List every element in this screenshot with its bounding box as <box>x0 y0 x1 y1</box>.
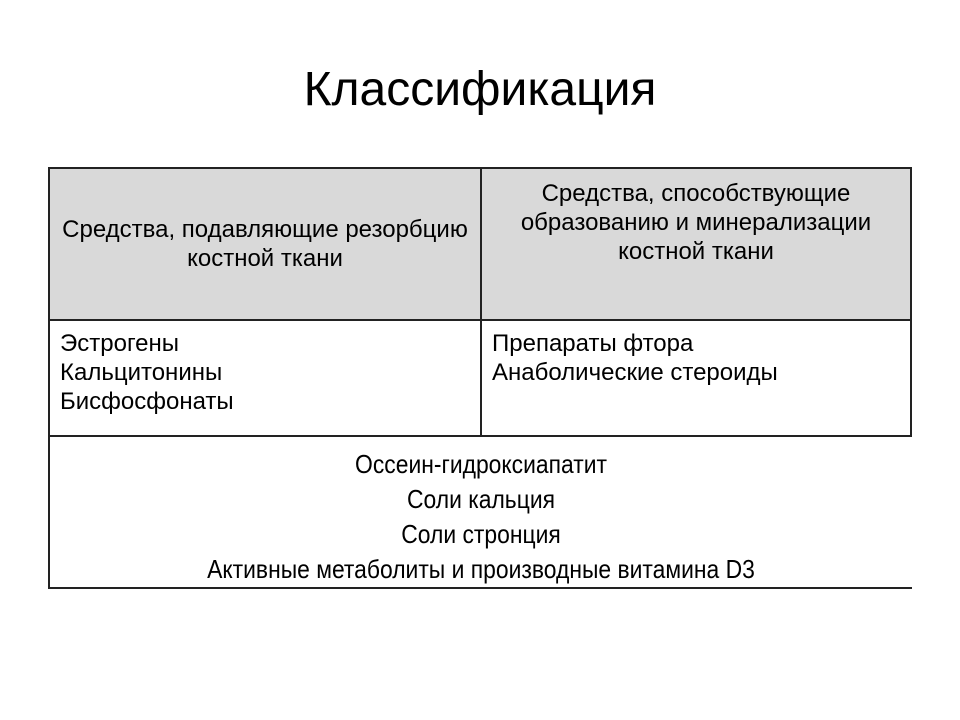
table-row <box>48 321 912 437</box>
shared-row <box>48 437 912 589</box>
header-bone-formation-promoters: Средства, способствующие образованию и минерализации костной ткани <box>481 167 912 321</box>
header-resorption-inhibitors: Средства, подавляющие резорбцию костной ткани <box>48 167 481 321</box>
list-item: Активные метаболиты и производные витамина D3 <box>207 554 755 584</box>
list-item: Кальцитонины <box>60 359 223 386</box>
bone-formation-promoters-list <box>481 321 912 437</box>
list-item: Бисфосфонаты <box>60 388 234 415</box>
list-item: Эстрогены <box>60 330 180 357</box>
classification-table <box>48 167 912 589</box>
list-item: Соли стронция <box>401 519 561 549</box>
list-item: Препараты фтора <box>492 330 694 357</box>
list-item: Анаболические стероиды <box>492 359 778 386</box>
list-item: Оссеин-гидроксиапатит <box>355 449 607 479</box>
slide-title: Классификация <box>303 63 657 116</box>
table-header-row <box>48 167 912 321</box>
list-item: Соли кальция <box>406 484 556 514</box>
resorption-inhibitors-list <box>48 321 481 437</box>
